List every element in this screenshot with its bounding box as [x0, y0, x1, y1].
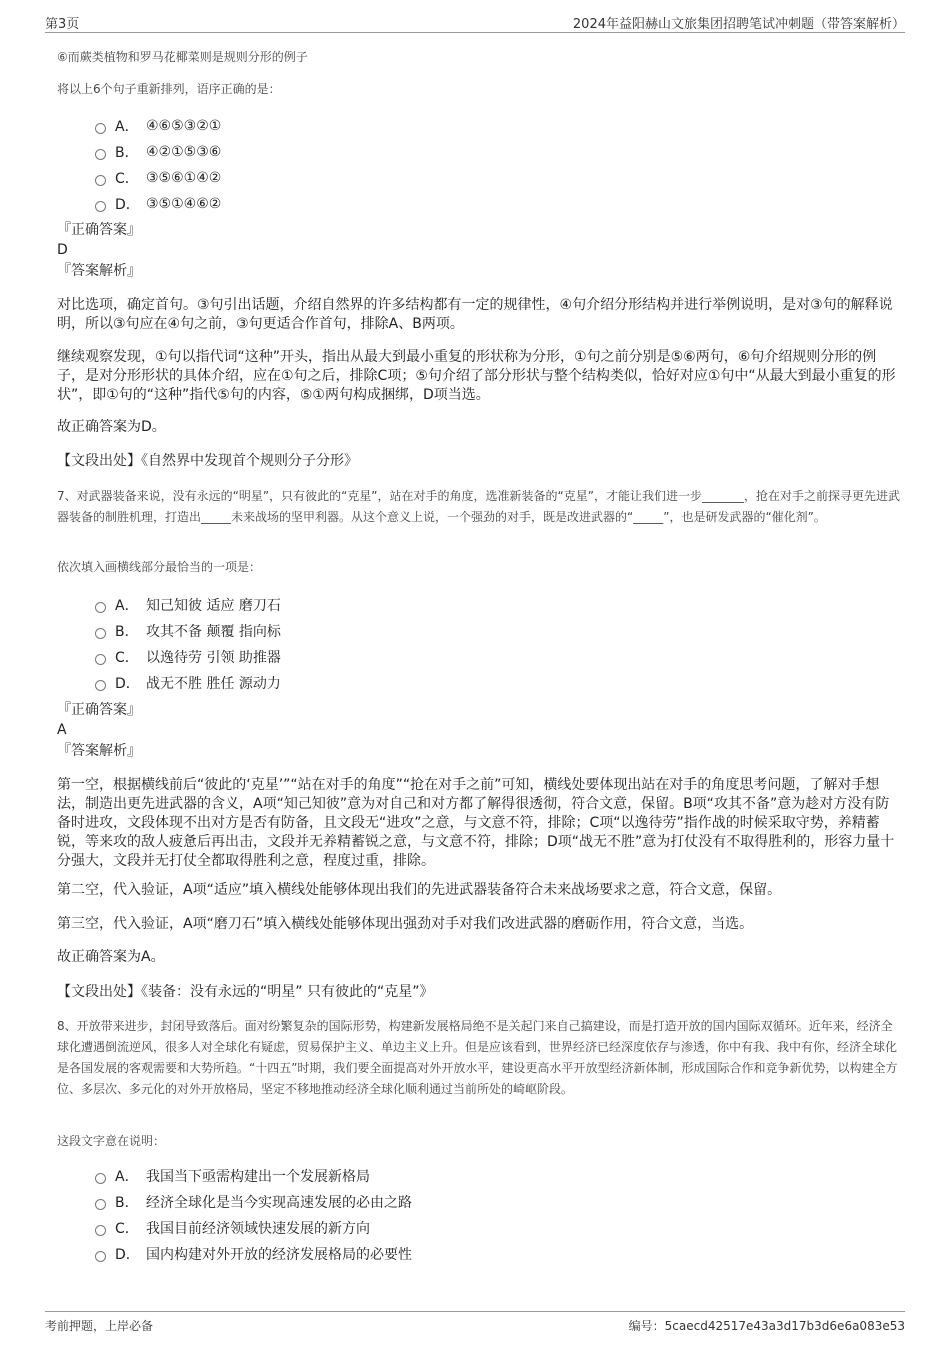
q6-option-d[interactable]: D． ③⑤①④⑥② — [95, 191, 221, 217]
q7-source: 【文段出处】《装备：没有永远的“明星” 只有彼此的“克星”》 — [57, 984, 434, 1000]
radio-icon[interactable] — [95, 149, 106, 160]
q7-analysis-label: 『答案解析』 — [57, 743, 141, 759]
q7-options — [95, 592, 281, 696]
radio-icon[interactable] — [95, 123, 106, 134]
q7-question: 7、对武器装备来说，没有永远的“明星”，只有彼此的“克星”，站在对手的角度，选准新装备的“克星”，才能让我们进一步_______，抢在对手之前探寻更先进武器装备的制胜机理，打造出_____未来战场的坚甲利器。从这个意义上说，一个强劲的对手，既是改进武器的“_____”，也是研发武器的“催化剂”。 — [57, 489, 900, 524]
q6-option-a[interactable]: A． ④⑥⑤③②① — [95, 113, 221, 139]
q8-option-b[interactable]: B． 经济全球化是当今实现高速发展的必由之路 — [95, 1189, 412, 1215]
q8-option-a[interactable]: A． 我国当下亟需构建出一个发展新格局 — [95, 1163, 412, 1189]
page-header — [45, 10, 905, 33]
q8-option-c[interactable]: C． 我国目前经济领域快速发展的新方向 — [95, 1215, 412, 1241]
document-title: 2024年益阳赫山文旅集团招聘笔试冲刺题（带答案解析） — [572, 17, 905, 32]
q6-analysis-label: 『答案解析』 — [57, 263, 141, 279]
radio-icon[interactable] — [95, 201, 106, 212]
q7-analysis-paragraph: 第一空，根据横线前后“彼此的‘克星’”“站在对手的角度”“抢在对手之前”可知，横线处要体现出站在对手的角度思考问题，了解对手想法，制造出更先进武器的含义，A项“知己知彼”意为对自己和对方都了解得很透彻，符合文意，保留。B项“攻其不备”意为趁对方没有防备时进攻，文段体现不出对方是否有防备，且文段无“进攻”之意，与文意不符，排除；C项“以逸待劳”指作战的时候采取守势，养精蓄锐，等来攻的敌人疲惫后再出击，文段并无养精蓄锐之意，与文意不符，排除；D项“战无不胜”意为打仗没有不取得胜利的，形容力量十分强大，文段并无打仗全都取得胜利之意，程度过重，排除。 — [57, 777, 895, 869]
document-code — [629, 1317, 905, 1334]
radio-icon[interactable] — [95, 1199, 106, 1210]
q7-option-a[interactable]: A． 知己知彼 适应 磨刀石 — [95, 592, 281, 618]
q8-prompt: 这段文字意在说明： — [57, 1134, 166, 1148]
code-value: 5caecd42517e43a3d17b3d6e6a083e53 — [664, 1319, 905, 1333]
q6-statement-6: ⑥而蕨类植物和罗马花椰菜则是规则分形的例子 — [57, 50, 308, 64]
q6-answer-label: 『正确答案』 — [57, 222, 141, 238]
q8-question: 8、开放带来进步，封闭导致落后。面对纷繁复杂的国际形势，构建新发展格局绝不是关起门来自己搞建设，而是打造开放的国内国际双循环。近年来，经济全球化遭遇倒流逆风，很多人对全球化有疑虑，贸易保护主义、单边主义上升。但是应该看到，世界经济已经深度依存与渗透，你中有我、我中有你，经济全球化是各国发展的客观需要和大势所趋。“十四五”时期，我们要全面提高对外开放水平，建设更高水平开放型经济新体制，形成国际合作和竞争新优势，以构建全方位、多层次、多元化的对外开放格局，坚定不移地推动经济全球化顺利通过当前所处的崎岖阶段。 — [57, 1019, 898, 1096]
q6-analysis-paragraph: 对比选项，确定首句。③句引出话题，介绍自然界的许多结构都有一定的规律性，④句介绍分形结构并进行举例说明，是对③句的解释说明，所以③句应在④句之前，③句更适合作首句，排除A、B两项。 — [57, 297, 893, 332]
radio-icon[interactable] — [95, 654, 106, 665]
q8-options — [95, 1163, 412, 1267]
radio-icon[interactable] — [95, 1225, 106, 1236]
q6-prompt: 将以上6个句子重新排列，语序正确的是： — [57, 82, 281, 96]
q6-options — [95, 113, 221, 217]
radio-icon[interactable] — [95, 1173, 106, 1184]
q7-prompt: 依次填入画横线部分最恰当的一项是： — [57, 560, 262, 574]
code-label: 编号： — [628, 1319, 665, 1333]
q6-option-b[interactable]: B． ④②①⑤③⑥ — [95, 139, 221, 165]
q6-analysis-conclusion: 故正确答案为D。 — [57, 419, 166, 435]
q7-option-d[interactable]: D． 战无不胜 胜任 源动力 — [95, 670, 281, 696]
q7-analysis-conclusion: 故正确答案为A。 — [57, 949, 165, 965]
q6-answer: D — [57, 242, 68, 258]
q7-option-b[interactable]: B． 攻其不备 颠覆 指向标 — [95, 618, 281, 644]
q7-analysis-paragraph: 第三空，代入验证，A项“磨刀石”填入横线处能够体现出强劲对手对我们改进武器的磨砺作用，符合文意，当选。 — [57, 916, 754, 932]
radio-icon[interactable] — [95, 628, 106, 639]
radio-icon[interactable] — [95, 680, 106, 691]
q7-analysis-paragraph: 第二空，代入验证，A项“适应”填入横线处能够体现出我们的先进武器装备符合未来战场要求之意，符合文意，保留。 — [57, 882, 782, 898]
page-footer — [45, 1311, 905, 1336]
q6-analysis-paragraph: 继续观察发现，①句以指代词“这种”开头，指出从最大到最小重复的形状称为分形，①句之前分别是⑤⑥两句，⑥句介绍规则分形的例子，是对分形形状的具体介绍，应在①句之后，排除C项；⑤句介绍了部分形状与整个结构类似，恰好对应①句中“从最大到最小重复的形状”，即①句的“这种”指代⑤句的内容，⑤①两句构成捆绑，D项当选。 — [57, 349, 896, 403]
radio-icon[interactable] — [95, 602, 106, 613]
q7-answer: A — [57, 722, 67, 738]
q7-option-c[interactable]: C． 以逸待劳 引领 助推器 — [95, 644, 281, 670]
footer-slogan: 考前押题，上岸必备 — [45, 1319, 154, 1333]
q6-source: 【文段出处】《自然界中发现首个规则分子分形》 — [57, 453, 358, 469]
q7-answer-label: 『正确答案』 — [57, 702, 141, 718]
radio-icon[interactable] — [95, 175, 106, 186]
q8-option-d[interactable]: D． 国内构建对外开放的经济发展格局的必要性 — [95, 1241, 412, 1267]
radio-icon[interactable] — [95, 1251, 106, 1262]
page-number: 第3页 — [45, 17, 80, 32]
q6-option-c[interactable]: C． ③⑤⑥①④② — [95, 165, 221, 191]
